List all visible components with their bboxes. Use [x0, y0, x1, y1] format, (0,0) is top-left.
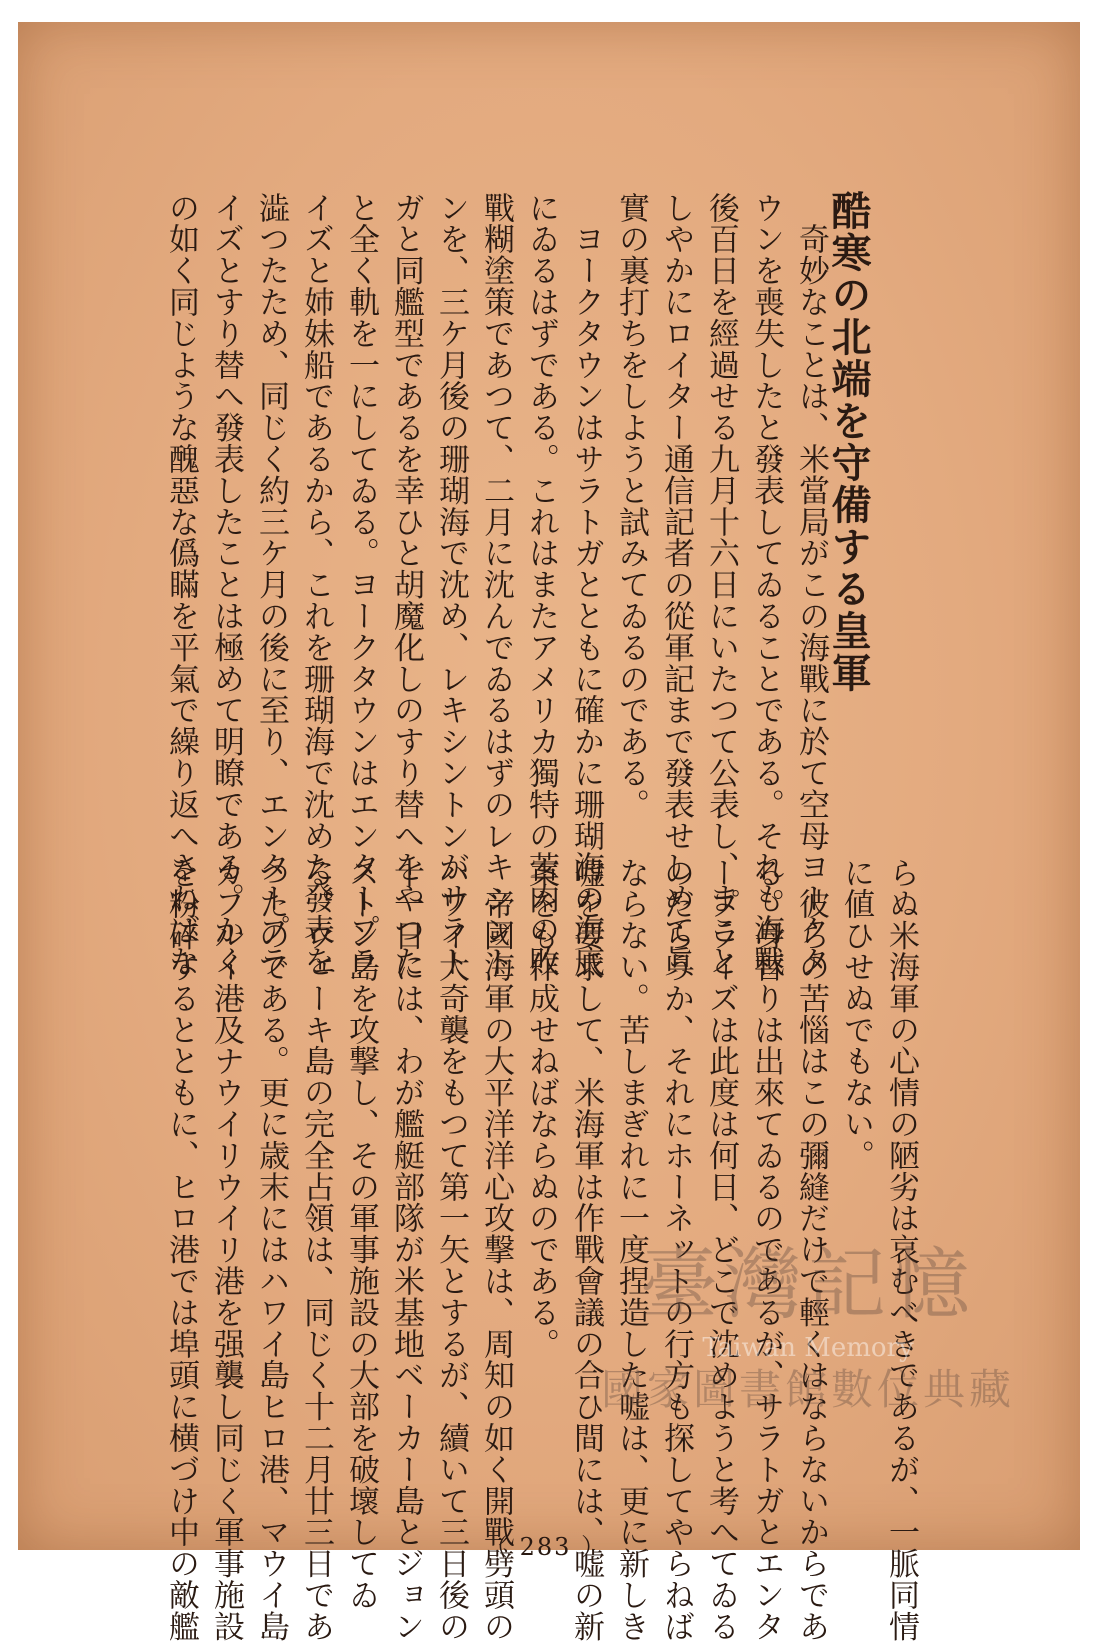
article-title: 酷寒の北端を守備する皇軍: [825, 190, 871, 694]
watermark-main: 臺灣記憶: [639, 1240, 976, 1330]
page-number: （ 283 ）: [484, 1533, 608, 1561]
watermark-english: Taiwan Memory: [702, 1333, 914, 1363]
body-text-bottom: らぬ米海軍の心情の陋劣は哀むべきであるが、一脈同情 に値ひせぬでもない。 彼らの苦惱はこの彌縫だけで輕くはならないからであ る。身替りは出來てゐるのであるが、サラトガとエンタ ープライズは此度は何日、どこで沈めようと考へてゐる のだらうか、それにホーネットの行方も探してやらねば ならない。苦しまぎれに一度捏造した嘘は、更に新しき 嘘を要求して、米海軍は作戰會議の合ひ間には、嘘の新 案をも作成せねばならぬのである。 帝國海軍の大平洋洋心攻撃は、周知の如く開戰劈頭の ハワイ大奇襲をもつて第一矢とするが、續いて三日後の 十一日には、わが艦艇部隊が米基地ベーカー島とジョン ストン島を攻撃し、その軍事施設の大部を破壞してゐ る。ウェーキ島の完全占領は、同じく十二月廿三日であ つたのである。更に歳末にはハワイ島ヒロ港、マウイ島 カフルイ港及ナウイリウイリ港を强襲し同じく軍事施設 を粉碎するとともに、ヒロ港では埠頭に横づけ中の敵艦: [163, 857, 919, 1642]
body-text-top: 奇妙なことは、米當局がこの海戰に於て空母ヨークタ ウンを喪失したと發表してゐることである。それも海戰 後百日を經過せる九月十六日にいたつて公表し、まこと しやかにロイター通信記者の從軍記まで發表せしめて眞 實の裏打ちをしようと試みてゐるのである。 ヨークタウンはサラトガとともに確かに珊瑚海の海底 にゐるはずである。これはまたアメリカ獨特の苦肉の敗 戰糊塗策であつて、二月に沈んでゐるはずのレキシント ンを、三ケ月後の珊瑚海で沈め、レキシントンがサラト ガと同艦型であるを幸ひと胡魔化しのすり替へをやつた と全く軌を一にしてゐる。ヨークタウンはエンタープラ イズと姉妹船であるから、これを珊瑚海で沈めた發表を 澁つたため、同じく約三ケ月の後に至り、エンタープラ イズとすり替へ發表したことは極めて明瞭である。かく の如く同じような醜惡な僞瞞を平氣で繰り返へさねばな: [163, 192, 829, 977]
document-page: [18, 22, 1080, 1642]
watermark-sub: 國家圖書館數位典藏: [600, 1365, 1015, 1414]
watermark-logo: [588, 1237, 1028, 1447]
